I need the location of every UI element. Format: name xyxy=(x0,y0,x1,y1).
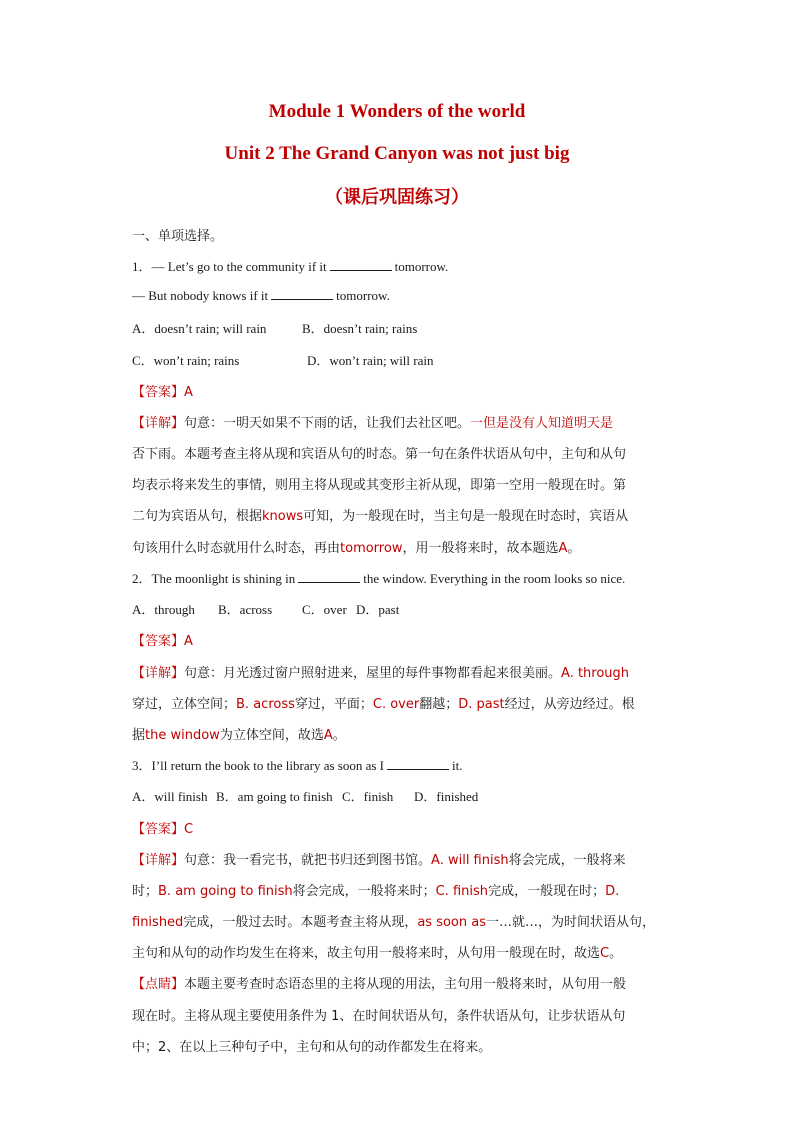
q1-options-row-2 xyxy=(132,350,662,369)
q3-detail-line-4 xyxy=(132,942,662,961)
q1-options-row-1 xyxy=(132,318,662,337)
q2-stem-text: 2．The moonlight is shining in xyxy=(132,571,296,586)
q3-detail-line-1 xyxy=(132,849,662,868)
q3-blank xyxy=(387,757,449,770)
q1-stem-a-end: tomorrow. xyxy=(394,259,449,274)
q3-tip-line-3: 中；2、在以上三种句子中，主句和从句的动作都发生在将来。 xyxy=(132,1040,492,1055)
q3-detail-text-2c: 将会完成，一般将来时； xyxy=(292,884,436,899)
q1-detail-label: 【详解】 xyxy=(132,416,185,431)
q2-detail-text-1b: A. through xyxy=(561,666,630,681)
q1-detail-text-1a: 句意：一明天如果不下雨的话，让我们去社区吧。 xyxy=(184,416,471,431)
q3-tip-label: 【点睛】 xyxy=(132,977,185,992)
q1-detail-text-4a: 二句为宾语从句，根据 xyxy=(132,509,263,524)
q2-option-a: A．through xyxy=(132,602,195,617)
q2-detail-line-2 xyxy=(132,693,662,712)
unit-title: Unit 2 The Grand Canyon was not just big xyxy=(224,143,570,164)
q2-detail-text-2g: 经过，从旁边经过。根 xyxy=(504,697,635,712)
q1-detail-text-5e: 。 xyxy=(567,541,581,556)
q2-answer-label: 【答案】 xyxy=(132,634,185,649)
q3-detail-text-3b: 完成，一般过去时。本题考查主将从现， xyxy=(183,915,418,930)
q2-answer xyxy=(132,630,662,649)
q1-detail-line-2: 否下雨。本题考查主将从现和宾语从句的时态。第一句在条件状语从句中，主句和从句 xyxy=(132,447,627,462)
q3-detail-text-4a: 主句和从句的动作均发生在将来，故主句用一般将来时，从句用一般现在时，故选 xyxy=(132,946,601,961)
q1-detail-text-4c: 可知，为一般现在时，当主句是一般现在时态时，宾语从 xyxy=(303,509,629,524)
q2-stem-end: the window. Everything in the room looks so nice. xyxy=(363,571,626,586)
q1-answer-label: 【答案】 xyxy=(132,385,185,400)
q3-answer xyxy=(132,818,662,837)
q1-detail-line-4 xyxy=(132,505,662,524)
q3-option-d: D．finished xyxy=(414,789,479,804)
q3-detail-text-2a: 时； xyxy=(132,884,159,899)
q2-detail-text-3d: A xyxy=(323,728,333,743)
q3-option-a: A．will finish xyxy=(132,789,208,804)
q3-detail-text-3d: 一…就…，为时间状语从句， xyxy=(486,915,656,930)
q1-detail-text-5b: tomorrow xyxy=(340,541,403,556)
q2-detail-text-3e: 。 xyxy=(332,728,346,743)
q2-detail-line-1 xyxy=(132,662,662,681)
q3-stem xyxy=(132,755,662,774)
q3-option-c: C．finish xyxy=(342,789,394,804)
q3-detail-text-4b: C xyxy=(600,946,610,961)
q2-options xyxy=(132,599,662,618)
q3-detail-text-2e: 完成，一般现在时； xyxy=(488,884,606,899)
q1-detail-text-5c: ，用一般将来时，故本题选 xyxy=(402,541,559,556)
q3-stem-end: it. xyxy=(452,758,463,773)
exercise-subtitle: （课后巩固练习） xyxy=(325,187,469,208)
q1-stem-a xyxy=(132,256,662,275)
q1-option-c: C．won’t rain; rains xyxy=(132,353,240,368)
q3-detail-text-2f: D. xyxy=(605,884,620,899)
q2-answer-value: A xyxy=(184,634,193,649)
q1-answer xyxy=(132,381,662,400)
q1-detail-text-5d: A xyxy=(558,541,568,556)
q3-detail-text-2d: C. finish xyxy=(435,884,489,899)
q2-detail-text-2a: 穿过，立体空间； xyxy=(132,697,237,712)
q3-answer-label: 【答案】 xyxy=(132,822,185,837)
q2-detail-text-2f: D. past xyxy=(458,697,505,712)
q3-detail-text-4c: 。 xyxy=(609,946,623,961)
q3-detail-text-3c: as soon as xyxy=(417,915,486,930)
q2-detail-text-1a: 句意：月光透过窗户照射进来，屋里的每件事物都看起来很美丽。 xyxy=(184,666,562,681)
q1-detail-text-1b: 一但是没有人知道明天是 xyxy=(470,416,614,431)
q1-detail-text-4b: knows xyxy=(262,509,304,524)
q1-stem-b xyxy=(132,287,662,304)
q3-detail-line-3 xyxy=(132,911,662,930)
q2-detail-text-2d: C. over xyxy=(372,697,420,712)
q1-detail-text-5a: 句该用什么时态就用什么时态，再由 xyxy=(132,541,341,556)
q3-stem-text: 3．I’ll return the book to the library as soon as I xyxy=(132,758,384,773)
q2-detail-text-3b: the window xyxy=(145,728,220,743)
q3-tip-text-1: 本题主要考查时态语态里的主将从现的用法，主句用一般将来时，从句用一般 xyxy=(184,977,627,992)
q2-blank xyxy=(298,570,360,583)
q2-detail-text-2e: 翻越； xyxy=(419,697,459,712)
q2-option-b: B．across xyxy=(218,602,273,617)
q2-option-c: C．over xyxy=(302,602,347,617)
q1-option-a: A．doesn’t rain; will rain xyxy=(132,321,267,336)
q3-detail-text-3a: finished xyxy=(132,915,184,930)
q2-detail-text-3c: 为立体空间，故选 xyxy=(219,728,324,743)
q1-detail-line-1 xyxy=(132,412,662,431)
q3-detail-text-1c: 将会完成，一般将来 xyxy=(508,853,626,868)
q3-option-b: B．am going to finish xyxy=(216,789,333,804)
q2-detail-label: 【详解】 xyxy=(132,666,185,681)
q3-answer-value: C xyxy=(184,822,194,837)
q3-options xyxy=(132,786,662,805)
q1-option-d: D．won’t rain; will rain xyxy=(307,353,434,368)
q3-detail-text-2b: B. am going to finish xyxy=(158,884,293,899)
q1-blank-2 xyxy=(271,287,333,300)
q2-detail-line-3 xyxy=(132,724,662,743)
module-title: Module 1 Wonders of the world xyxy=(268,101,526,122)
q2-detail-text-2b: B. across xyxy=(236,697,295,712)
section-heading: 一、单项选择。 xyxy=(132,229,224,244)
q3-detail-label: 【详解】 xyxy=(132,853,185,868)
q1-detail-line-3: 均表示将来发生的事情，则用主将从现或其变形主祈从现，即第一空用一般现在时。第 xyxy=(132,478,627,493)
q3-tip-line-2: 现在时。主将从现主要使用条件为 1、在时间状语从句，条件状语从句，让步状语从句 xyxy=(132,1009,626,1024)
q1-stem-b-end: tomorrow. xyxy=(336,288,390,303)
q1-answer-value: A xyxy=(184,385,193,400)
q1-stem-a-text: 1．— Let’s go to the community if it xyxy=(132,259,327,274)
q3-detail-text-1a: 句意：我一看完书，就把书归还到图书馆。 xyxy=(184,853,432,868)
q2-detail-text-3a: 据 xyxy=(132,728,146,743)
q2-option-d: D．past xyxy=(356,602,400,617)
q2-detail-text-2c: 穿过，平面； xyxy=(294,697,373,712)
q1-blank-1 xyxy=(330,258,392,271)
q3-detail-line-2 xyxy=(132,880,662,899)
q1-stem-b-text: — But nobody knows if it xyxy=(132,288,269,303)
q3-detail-text-1b: A. will finish xyxy=(431,853,509,868)
q2-stem xyxy=(132,568,662,587)
q1-option-b: B．doesn’t rain; rains xyxy=(302,321,418,336)
q3-tip-line-1 xyxy=(132,973,662,992)
q1-detail-line-5 xyxy=(132,537,662,556)
